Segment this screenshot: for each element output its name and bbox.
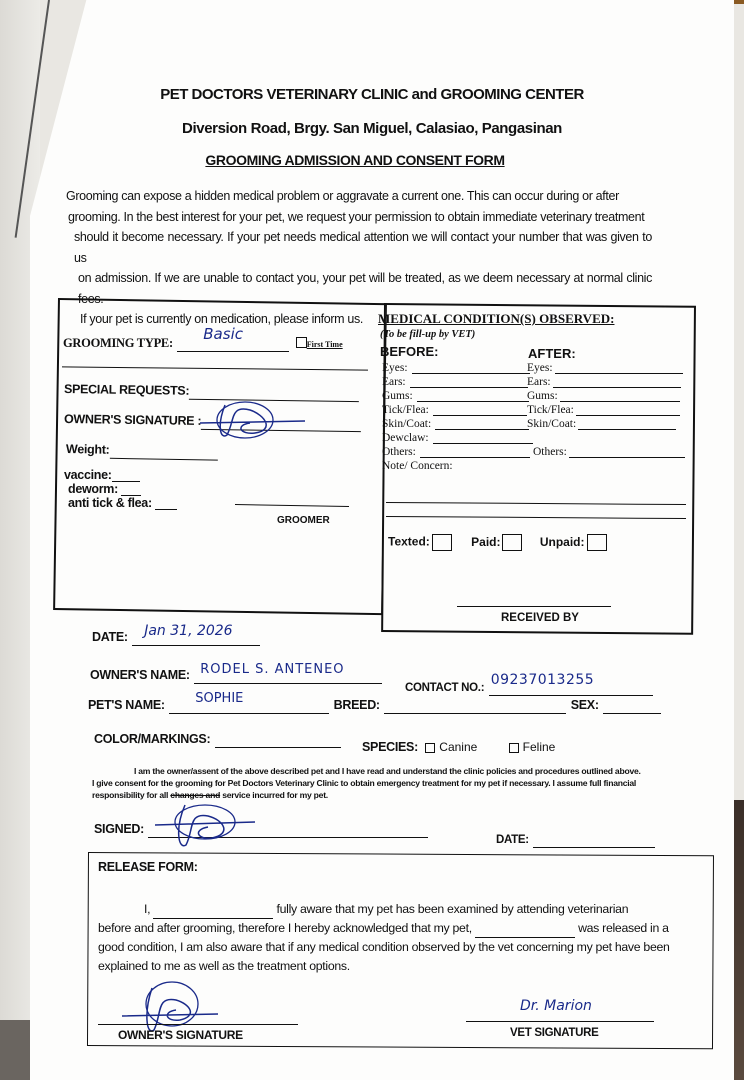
field-label: Skin/Coat: — [382, 418, 432, 430]
after-fields — [527, 362, 685, 460]
field-label: Dewclaw: — [382, 432, 429, 444]
release-owner-signature-line[interactable] — [98, 1024, 298, 1025]
owner-name-label: OWNER'S NAME: — [90, 668, 190, 682]
date-field[interactable] — [132, 623, 260, 646]
owner-signature-label: OWNER'S SIGNATURE : — [63, 412, 202, 428]
release-text — [98, 900, 712, 976]
weight-row — [66, 440, 218, 461]
feline-label: Feline — [522, 740, 556, 754]
consent-strikethrough: changes and — [170, 790, 221, 800]
medications-block — [64, 468, 177, 510]
weight-label: Weight: — [65, 442, 110, 457]
sex-label: SEX: — [570, 698, 599, 712]
breed-field[interactable] — [384, 713, 566, 714]
canine-checkbox[interactable] — [425, 743, 435, 753]
medical-subtitle: (To be fill-up by VET) — [380, 329, 476, 340]
contact-field[interactable] — [489, 672, 653, 696]
after-label: AFTER: — [528, 346, 576, 361]
release-line — [98, 900, 712, 919]
signed-label: SIGNED: — [94, 822, 144, 836]
field-label: Others: — [382, 446, 416, 458]
grooming-type-row — [63, 325, 343, 352]
release-text-part: fully aware that my pet has been examined by attending veterinarian — [276, 902, 629, 916]
before-others-row — [382, 446, 533, 460]
field-label: Skin/Coat: — [527, 418, 577, 430]
after-spacer-row — [527, 432, 685, 446]
field-label: Ears: — [382, 376, 406, 388]
clinic-address: Diversion Road, Brgy. San Miguel, Calasiao, Pangasinan — [182, 120, 562, 137]
intro-line: Grooming can expose a hidden medical problem or aggravate a current one. This can occur during or after — [66, 189, 619, 203]
payment-row — [388, 534, 607, 551]
species-label: SPECIES: — [362, 740, 418, 754]
anti-tick-flea-label: anti tick & flea: — [68, 496, 152, 510]
form-title: GROOMING ADMISSION AND CONSENT FORM — [205, 152, 505, 168]
field-label: Gums: — [527, 390, 558, 402]
intro-line: grooming. In the best interest for your pet, we request your permission to obtain immediate veterinary treatment — [68, 209, 645, 224]
consent-line: I am the owner/assent of the above described pet and I have read and understand the clinic policies and procedures outlined above. — [134, 766, 641, 776]
after-skin-field[interactable] — [578, 429, 676, 430]
note-label: Note/ Concern: — [382, 460, 453, 472]
pet-name-value: SOPHIE — [195, 691, 244, 706]
color-row — [94, 730, 341, 748]
color-field[interactable] — [215, 747, 341, 748]
pet-name-field[interactable] — [169, 691, 329, 714]
consent-text-part: responsibility for all — [92, 790, 171, 800]
feline-checkbox[interactable] — [509, 743, 519, 753]
before-eyes-row — [382, 362, 533, 376]
intro-line: should it become necessary. If your pet needs medical attention we will contact your number that was given to us — [74, 230, 652, 265]
after-tick-row — [527, 404, 685, 418]
signed-row — [94, 820, 428, 838]
before-dewclaw-field[interactable] — [433, 443, 533, 444]
pet-name-row — [88, 691, 661, 714]
after-tick-field[interactable] — [576, 415, 680, 416]
date-row — [92, 623, 260, 646]
deworm-label: deworm: — [68, 482, 118, 496]
vet-signature-label: VET SIGNATURE — [510, 1027, 599, 1039]
vet-signature-line[interactable] — [466, 1021, 654, 1022]
consent-text-part: service incurred for my pet. — [220, 790, 328, 800]
consent-text — [92, 765, 664, 801]
species-canine-option[interactable] — [425, 740, 477, 754]
medical-title: MEDICAL CONDITION(S) OBSERVED: — [378, 311, 615, 326]
before-fields — [382, 362, 533, 474]
breed-label: BREED: — [333, 698, 380, 712]
vet-signature-value: Dr. Marion — [520, 998, 592, 1014]
consent-date-field[interactable] — [533, 847, 655, 848]
contact-row — [405, 672, 653, 696]
after-skin-row — [527, 418, 685, 432]
canine-label: Canine — [439, 740, 478, 754]
note-row — [382, 460, 533, 474]
date-value: Jan 31, 2026 — [144, 623, 233, 639]
consent-date-row — [496, 830, 655, 848]
release-text-part: before and after grooming, therefore I hereby acknowledged that my pet, — [98, 921, 472, 935]
consent-date-label: DATE: — [496, 834, 529, 846]
owner-name-field[interactable] — [194, 662, 382, 684]
received-by-label: RECEIVED BY — [501, 612, 579, 624]
field-label: Ears: — [527, 376, 551, 388]
date-label: DATE: — [92, 630, 128, 644]
release-text-part: I, — [144, 902, 151, 916]
before-ears-row — [382, 376, 533, 390]
contact-value: 09237013255 — [490, 672, 595, 688]
before-label: BEFORE: — [380, 344, 439, 359]
before-tick-row — [382, 404, 533, 418]
grooming-type-label: GROOMING TYPE: — [63, 336, 173, 350]
unpaid-label: Unpaid: — [539, 534, 585, 549]
owner-name-value: RODEL S. ANTENEO — [200, 662, 345, 677]
signed-signature-mark — [150, 800, 260, 855]
pet-name-label: PET'S NAME: — [88, 698, 165, 712]
special-requests-label: SPECIAL REQUESTS: — [63, 382, 190, 398]
after-others-row — [527, 446, 685, 460]
field-label: Tick/Flea: — [382, 404, 429, 416]
after-gums-field[interactable] — [560, 401, 680, 402]
first-time-checkbox[interactable] — [296, 337, 307, 348]
intro-line: If your pet is currently on medication, please inform us. — [80, 312, 363, 326]
before-gums-row — [382, 390, 533, 404]
before-gums-field[interactable] — [417, 401, 529, 402]
field-label: Tick/Flea: — [527, 404, 574, 416]
before-others-field[interactable] — [420, 457, 530, 458]
before-skin-field[interactable] — [435, 429, 529, 430]
consent-line: I give consent for the grooming for Pet Doctors Veterinary Clinic to obtain emergency treatment for my pet if necessary. I assume full financial — [92, 778, 637, 788]
after-ears-field[interactable] — [553, 387, 681, 388]
release-text-part: was released in a — [578, 921, 669, 935]
field-label: Gums: — [382, 390, 413, 402]
before-tick-field[interactable] — [433, 415, 527, 416]
release-title: RELEASE FORM: — [98, 860, 198, 874]
species-row — [362, 740, 555, 754]
after-others-field[interactable] — [569, 457, 685, 458]
paid-label: Paid: — [471, 534, 501, 549]
anti-tick-flea-field[interactable] — [155, 509, 177, 510]
field-label: Eyes: — [382, 362, 408, 374]
field-label: Eyes: — [527, 362, 553, 374]
texted-label: Texted: — [388, 534, 430, 549]
before-eyes-field[interactable] — [412, 373, 530, 374]
color-label: COLOR/MARKINGS: — [94, 732, 211, 746]
sex-field[interactable] — [603, 713, 661, 714]
release-line: explained to me as well as the treatment options. — [98, 959, 350, 973]
paid-checkbox[interactable] — [502, 534, 522, 551]
groomer-label: GROOMER — [277, 515, 330, 526]
texted-checkbox[interactable] — [432, 534, 452, 551]
after-eyes-field[interactable] — [555, 373, 683, 374]
before-skin-row — [382, 418, 533, 432]
received-by-line[interactable] — [457, 606, 611, 607]
grooming-type-field[interactable] — [177, 325, 289, 352]
release-line: good condition, I am also aware that if any medical condition observed by the vet concerning my pet have been — [98, 940, 670, 954]
intro-line: on admission. If we are unable to contact you, your pet will be treated, as we deem necessary at normal clinic fees. — [78, 271, 652, 306]
grooming-type-value: Basic — [203, 325, 243, 343]
after-ears-row — [527, 376, 685, 390]
owner-signature-mark — [195, 395, 315, 445]
vaccine-label: vaccine: — [64, 468, 112, 482]
before-dewclaw-row — [382, 432, 533, 446]
photo-background-bottom — [0, 1020, 30, 1080]
clinic-name: PET DOCTORS VETERINARY CLINIC and GROOMING CENTER — [160, 86, 584, 103]
before-ears-field[interactable] — [410, 387, 528, 388]
release-owner-signature-label: OWNER'S SIGNATURE — [118, 1028, 243, 1042]
after-gums-row — [527, 390, 685, 404]
contact-label: CONTACT NO.: — [405, 682, 485, 694]
owner-name-row — [90, 662, 382, 684]
after-eyes-row — [527, 362, 685, 376]
species-feline-option[interactable] — [509, 740, 556, 754]
field-label: Others: — [533, 446, 567, 458]
unpaid-checkbox[interactable] — [587, 534, 607, 551]
first-time-label: First Time — [306, 340, 343, 349]
release-line — [98, 919, 712, 938]
